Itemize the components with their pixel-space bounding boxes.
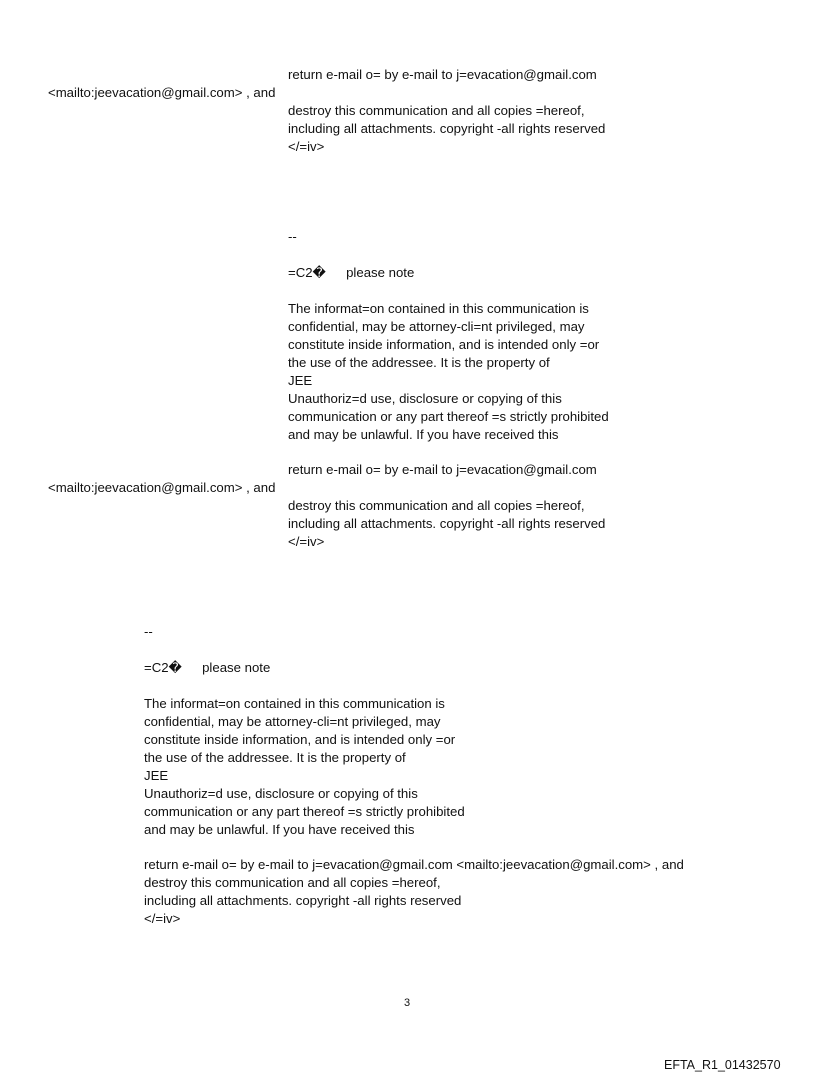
separator-dashes: -- xyxy=(288,229,297,244)
mailto-link-text: <mailto:jeevacation@gmail.com> , and xyxy=(48,480,276,495)
disclaimer-line: confidential, may be attorney-cli=nt privileged, may xyxy=(144,714,441,729)
bates-number: EFTA_R1_01432570 xyxy=(664,1058,781,1072)
note-text: please note xyxy=(202,660,271,675)
div-close-line: </=iv> xyxy=(288,139,325,154)
destroy-line: destroy this communication and all copies =hereof, xyxy=(288,498,585,513)
disclaimer-line: The informat=on contained in this communication is xyxy=(144,696,445,711)
mailto-link-text: <mailto:jeevacation@gmail.com> , and xyxy=(48,85,276,100)
disclaimer-line: and may be unlawful. If you have received this xyxy=(288,427,559,442)
disclaimer-line: and may be unlawful. If you have received this xyxy=(144,822,415,837)
return-email-line: return e-mail o= by e-mail to j=evacation@gmail.com xyxy=(288,67,597,82)
note-prefix: =C2� xyxy=(288,265,327,280)
please-note-line xyxy=(288,264,414,282)
disclaimer-line: constitute inside information, and is intended only =or xyxy=(144,732,456,747)
return-email-line: return e-mail o= by e-mail to j=evacation@gmail.com xyxy=(288,462,597,477)
div-close-line: </=iv> xyxy=(288,534,325,549)
disclaimer-line: constitute inside information, and is intended only =or xyxy=(288,337,600,352)
disclaimer-line: JEE xyxy=(288,373,313,388)
separator-dashes: -- xyxy=(144,624,153,639)
disclaimer-line: The informat=on contained in this communication is xyxy=(288,301,589,316)
disclaimer-line: the use of the addressee. It is the property of xyxy=(144,750,406,765)
div-close-line: </=iv> xyxy=(144,911,181,926)
disclaimer-line: Unauthoriz=d use, disclosure or copying of this xyxy=(144,786,418,801)
disclaimer-line: the use of the addressee. It is the property of xyxy=(288,355,550,370)
disclaimer-line: Unauthoriz=d use, disclosure or copying of this xyxy=(288,391,562,406)
please-note-line xyxy=(144,659,270,677)
attachments-line: including all attachments. copyright -all rights reserved xyxy=(288,121,606,136)
destroy-line: destroy this communication and all copies =hereof, xyxy=(288,103,585,118)
disclaimer-line: JEE xyxy=(144,768,169,783)
return-email-line: return e-mail o= by e-mail to j=evacation@gmail.com <mailto:jeevacation@gmail.com> , and xyxy=(144,857,684,872)
note-text: please note xyxy=(346,265,415,280)
note-prefix: =C2� xyxy=(144,660,183,675)
destroy-line: destroy this communication and all copies =hereof, xyxy=(144,875,441,890)
page-number: 3 xyxy=(404,997,411,1009)
disclaimer-line: confidential, may be attorney-cli=nt privileged, may xyxy=(288,319,585,334)
disclaimer-line: communication or any part thereof =s strictly prohibited xyxy=(288,409,609,424)
attachments-line: including all attachments. copyright -all rights reserved xyxy=(288,516,606,531)
disclaimer-line: communication or any part thereof =s strictly prohibited xyxy=(144,804,465,819)
attachments-line: including all attachments. copyright -all rights reserved xyxy=(144,893,462,908)
